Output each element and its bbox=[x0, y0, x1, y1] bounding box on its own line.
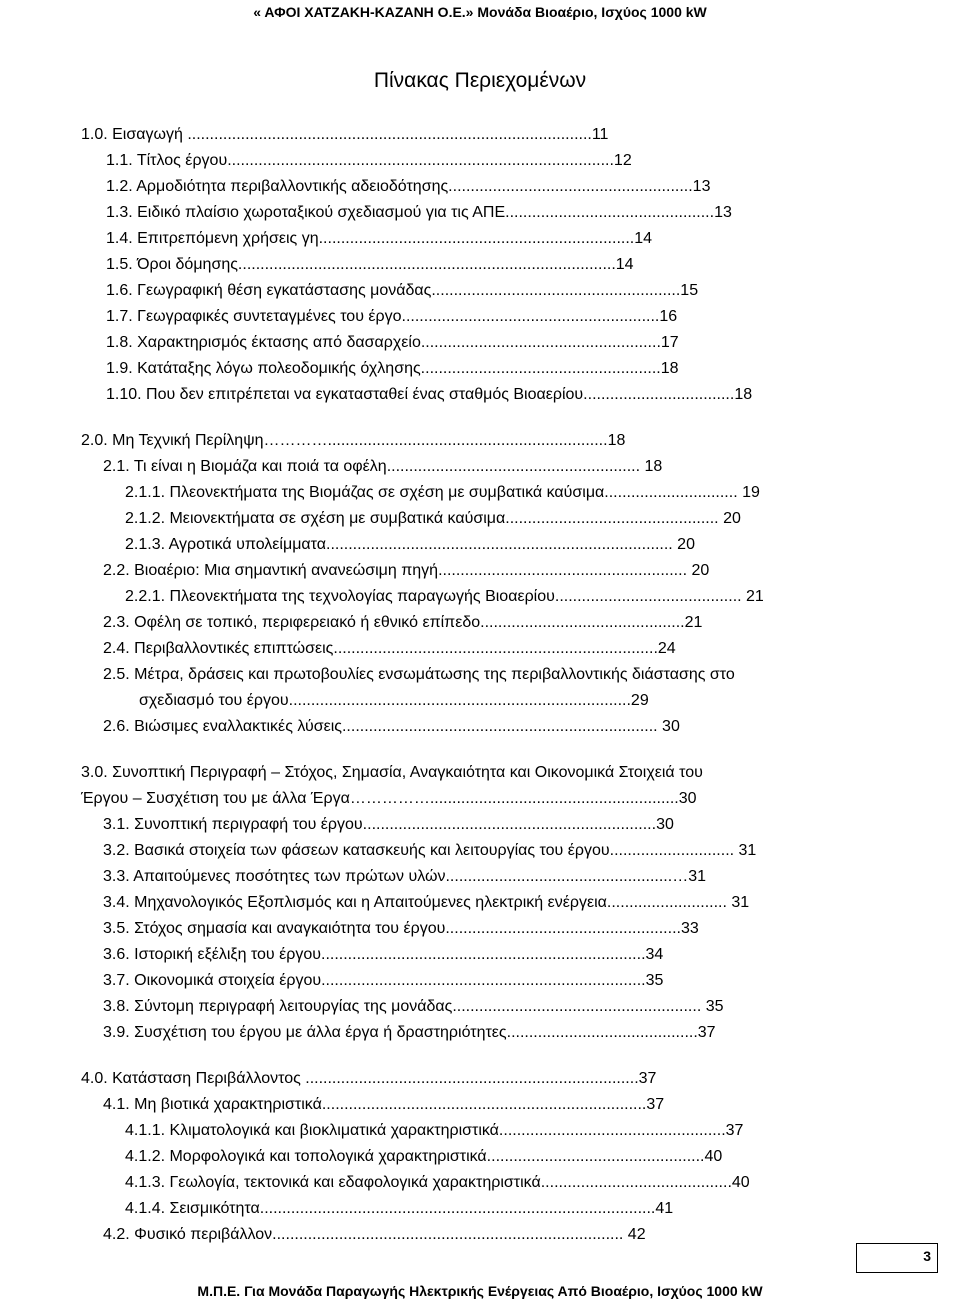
toc-entry[interactable]: 1.6. Γεωγραφική θέση εγκατάστασης μονάδας........................................................15 bbox=[106, 282, 699, 299]
toc-entry[interactable]: Έργου – Συσχέτιση του με άλλα Έργα……………........................................................30 bbox=[81, 790, 697, 807]
toc-entry[interactable]: 1.7. Γεωγραφικές συντεταγμένες του έργο..........................................................16 bbox=[106, 308, 678, 325]
toc-entry[interactable]: 4.1.1. Κλιματολογικά και βιοκλιματικά χαρακτηριστικά...................................................37 bbox=[125, 1122, 744, 1139]
toc-entry[interactable]: 2.5. Μέτρα, δράσεις και πρωτοβουλίες ενσωμάτωσης της περιβαλλοντικής διάστασης στο bbox=[103, 666, 735, 683]
toc-entry[interactable]: 2.2. Βιοαέριο: Μια σημαντική ανανεώσιμη πηγή........................................................ 20 bbox=[103, 562, 710, 579]
toc-entry[interactable]: 1.9. Κατάταξης λόγω πολεοδομικής όχλησης......................................................18 bbox=[106, 360, 679, 377]
toc-entry[interactable]: 3.8. Σύντομη περιγραφή λειτουργίας της μονάδας........................................................ 35 bbox=[103, 998, 724, 1015]
toc-entry[interactable]: 1.5. Όροι δόμησης.....................................................................................14 bbox=[106, 256, 634, 273]
toc-entry[interactable]: 2.1.1. Πλεονεκτήματα της Βιομάζας σε σχέση με συμβατικά καύσιμα.............................. 19 bbox=[125, 484, 760, 501]
toc-entry[interactable]: 4.1.4. Σεισμικότητα.........................................................................................41 bbox=[125, 1200, 674, 1217]
toc-entry[interactable]: 3.5. Στόχος σημασία και αναγκαιότητα του έργου.....................................................33 bbox=[103, 920, 699, 937]
toc-entry[interactable]: 3.9. Συσχέτιση του έργου με άλλα έργα ή δραστηριότητες...........................................37 bbox=[103, 1024, 716, 1041]
page-number-box bbox=[856, 1243, 938, 1273]
toc-entry[interactable]: 1.3. Ειδικό πλαίσιο χωροταξικού σχεδιασμού για τις ΑΠΕ...............................................13 bbox=[106, 204, 732, 221]
toc-entry[interactable]: 1.2. Αρμοδιότητα περιβαλλοντικής αδειοδότησης.......................................................13 bbox=[106, 178, 711, 195]
toc-entry[interactable]: 3.3. Απαιτούμενες ποσότητες των πρώτων υλών...................................................…31 bbox=[103, 868, 706, 885]
page-footer: Μ.Π.Ε. Για Μονάδα Παραγωγής Ηλεκτρικής Ενέργειας Από Βιοαέριο, Ισχύος 1000 kW bbox=[197, 1283, 763, 1299]
toc-entry[interactable]: 2.1.3. Αγροτικά υπολείμματα.............................................................................. 20 bbox=[125, 536, 695, 553]
toc-entry[interactable]: 3.7. Οικονομικά στοιχεία έργου.........................................................................35 bbox=[103, 972, 664, 989]
toc-entry[interactable]: 2.1. Τι είναι η Βιομάζα και ποιά τα οφέλη......................................................... 18 bbox=[103, 458, 663, 475]
page-number: 3 bbox=[923, 1248, 931, 1264]
toc-entry[interactable]: 3.2. Βασικά στοιχεία των φάσεων κατασκευής και λειτουργίας του έργου............................ 31 bbox=[103, 842, 757, 859]
toc-entry[interactable]: 2.1.2. Μειονεκτήματα σε σχέση με συμβατικά καύσιμα................................................ 20 bbox=[125, 510, 741, 527]
toc-entry[interactable]: 3.6. Ιστορική εξέλιξη του έργου.........................................................................34 bbox=[103, 946, 664, 963]
toc-entry[interactable]: 1.8. Χαρακτηρισμός έκτασης από δασαρχείο......................................................17 bbox=[106, 334, 679, 351]
toc-entry[interactable]: σχεδιασμό του έργου.............................................................................29 bbox=[139, 692, 649, 709]
toc-entry[interactable]: 4.2. Φυσικό περιβάλλον............................................................................... 42 bbox=[103, 1226, 646, 1243]
toc-entry[interactable]: 1.0. Εισαγωγή ...........................................................................................11 bbox=[81, 126, 609, 143]
toc-entry[interactable]: 2.4. Περιβαλλοντικές επιπτώσεις.........................................................................24 bbox=[103, 640, 676, 657]
toc-entry[interactable]: 3.0. Συνοπτική Περιγραφή – Στόχος, Σημασία, Αναγκαιότητα και Οικονομικά Στοιχειά του bbox=[81, 764, 703, 781]
toc-entry[interactable]: 1.10. Που δεν επιτρέπεται να εγκατασταθεί ένας σταθμός Βιοαερίου..................................18 bbox=[106, 386, 753, 403]
toc-entry[interactable]: 2.0. Μη Τεχνική Περίληψη…………...............................................................18 bbox=[81, 432, 626, 449]
toc-entry[interactable]: 2.6. Βιώσιμες εναλλακτικές λύσεις....................................................................... 30 bbox=[103, 718, 680, 735]
toc-entry[interactable]: 2.2.1. Πλεονεκτήματα της τεχνολογίας παραγωγής Βιοαερίου.......................................... 21 bbox=[125, 588, 764, 605]
toc-entry[interactable]: 4.1.3. Γεωλογία, τεκτονικά και εδαφολογικά χαρακτηριστικά...........................................40 bbox=[125, 1174, 750, 1191]
toc-entry[interactable]: 3.1. Συνοπτική περιγραφή του έργου..................................................................30 bbox=[103, 816, 674, 833]
toc-entry[interactable]: 4.1. Μη βιοτικά χαρακτηριστικά.........................................................................37 bbox=[103, 1096, 665, 1113]
toc-entry[interactable]: 1.1. Τίτλος έργου.......................................................................................12 bbox=[106, 152, 632, 169]
page-header: « ΑΦΟΙ ΧΑΤΖΑΚΗ-ΚΑΖΑΝΗ Ο.Ε.» Μονάδα Βιοαέριο, Ισχύος 1000 kW bbox=[253, 4, 707, 20]
toc-entry[interactable]: 1.4. Επιτρεπόμενη χρήσεις γη.......................................................................14 bbox=[106, 230, 653, 247]
toc-entry[interactable]: 3.4. Μηχανολογικός Εξοπλισμός και η Απαιτούμενες ηλεκτρική ενέργεια........................... 31 bbox=[103, 894, 750, 911]
toc-entry[interactable]: 2.3. Οφέλη σε τοπικό, περιφερειακό ή εθνικό επίπεδο..............................................21 bbox=[103, 614, 703, 631]
toc-entry[interactable]: 4.0. Κατάσταση Περιβάλλοντος ...........................................................................37 bbox=[81, 1070, 657, 1087]
toc-entry[interactable]: 4.1.2. Μορφολογικά και τοπολογικά χαρακτηριστικά.................................................40 bbox=[125, 1148, 723, 1165]
page-title: Πίνακας Περιεχομένων bbox=[373, 69, 587, 92]
